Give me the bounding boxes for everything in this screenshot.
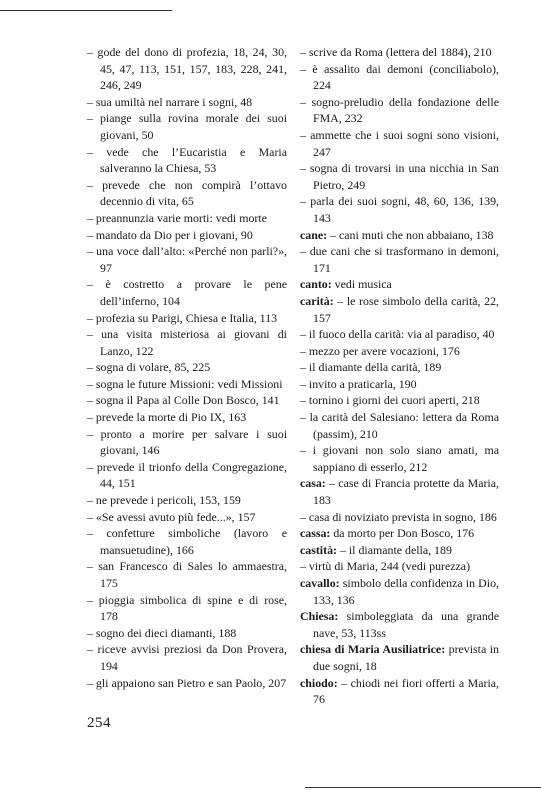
index-headword: cane: (300, 227, 328, 242)
index-entry (300, 675, 499, 708)
index-entry (87, 276, 287, 309)
index-entry (87, 525, 287, 558)
index-entry (300, 442, 499, 475)
index-entry-text: – profezia su Parigi, Chiesa e Italia, 113 (87, 310, 278, 325)
index-entry-text: – prevede la morte di Pio IX, 163 (87, 410, 247, 425)
index-entry-text: – sogno-preludio della fondazione delle FMA, 232 (300, 94, 499, 126)
index-entry-text: – san Francesco di Sales lo ammaestra, 175 (87, 559, 287, 590)
index-entry-text: – una voce dall’alto: «Perché non parli?», 97 (87, 244, 287, 275)
index-entry (87, 592, 287, 625)
index-entry (87, 144, 287, 177)
page-number: 254 (87, 715, 111, 731)
index-entry (300, 61, 499, 94)
index-entry-text: – pronto a morire per salvare i suoi giovani, 146 (87, 426, 287, 458)
index-entry-text: – sogna le future Missioni: vedi Missioni (87, 376, 283, 391)
index-entry-text: – il diamante della carità, 189 (300, 360, 442, 375)
index-entry (300, 343, 499, 360)
index-headword: cassa: (300, 526, 331, 541)
index-entry (87, 409, 287, 426)
index-entry (87, 558, 287, 591)
index-entry (300, 558, 499, 575)
index-entry-text: – ammette che i suoi sogni sono visioni, 247 (300, 127, 499, 159)
index-column-left (87, 44, 287, 691)
index-entry (87, 44, 287, 94)
index-entry-text: – tornino i giorni dei cuori aperti, 218 (300, 393, 480, 408)
index-entry (300, 94, 499, 127)
index-entry (300, 475, 499, 508)
index-entry-text: – prevede che non compirà l’ottavo decennio di vita, 65 (87, 177, 287, 209)
index-entry (87, 359, 287, 376)
index-entry (300, 409, 499, 442)
index-entry (87, 509, 287, 526)
index-entry (300, 376, 499, 393)
index-entry-text: – parla dei suoi sogni, 48, 60, 136, 139, 143 (300, 194, 499, 225)
index-entry (87, 492, 287, 509)
index-column-right (300, 44, 499, 708)
index-entry-text: – è costretto a provare le pene dell’inferno, 104 (87, 277, 287, 308)
index-entry-text: – due cani che si trasformano in demoni, 171 (300, 244, 499, 275)
index-entry (87, 94, 287, 111)
index-entry-text: – casa di noviziato prevista in sogno, 186 (300, 509, 497, 524)
index-entry-text: simboleggiata da una grande nave, 53, 113ss (313, 609, 499, 640)
index-entry (87, 641, 287, 674)
index-entry-text: – confetture simboliche (lavoro e mansuetudine), 166 (87, 526, 287, 557)
index-entry (300, 326, 499, 343)
index-entry-text: – scrive da Roma (lettera del 1884), 210 (300, 45, 492, 59)
index-entry-text: – preannunzia varie morti: vedi morte (87, 210, 267, 225)
index-entry-text: – invito a praticarla, 190 (300, 376, 417, 391)
index-entry-text: – case di Francia protette da Maria, 183 (313, 476, 499, 508)
index-entry (87, 675, 287, 692)
index-entry-text: – virtù di Maria, 244 (vedi purezza) (300, 559, 471, 574)
bottom-rule (305, 787, 541, 788)
index-entry (87, 110, 287, 143)
index-entry-text: – prevede il trionfo della Congregazione, 44, 151 (87, 459, 287, 491)
index-entry (87, 243, 287, 276)
index-entry-text: – chiodi nei fiori offerti a Maria, 76 (313, 675, 499, 707)
index-entry (300, 193, 499, 226)
index-entry (300, 227, 499, 244)
index-entry-text: – sogna il Papa al Colle Don Bosco, 141 (87, 393, 280, 408)
index-entry-text: – è assalito dai demoni (conciliabolo), 224 (300, 61, 499, 93)
index-headword: Chiesa: (300, 609, 339, 624)
index-entry (300, 542, 499, 559)
index-entry-text: – sogno dei dieci diamanti, 188 (87, 625, 237, 640)
index-headword: casa: (300, 476, 326, 491)
index-entry-text: – ne prevede i pericoli, 153, 159 (87, 493, 241, 508)
index-entry (300, 127, 499, 160)
index-entry-text: – cani muti che non abbaiano, 138 (327, 227, 494, 242)
index-entry (87, 210, 287, 227)
index-entry-text: – i giovani non solo siano amati, ma sappiano di esserlo, 212 (300, 443, 499, 474)
index-headword: chiesa di Maria Ausiliatrice: (300, 642, 446, 657)
index-entry-text: – gode del dono di profezia, 18, 24, 30, 45, 47, 113, 151, 157, 183, 228, 241, 246, 249 (87, 45, 287, 93)
index-entry (300, 276, 499, 293)
index-entry (300, 525, 499, 542)
index-entry-text: simbolo della confidenza in Dio, 133, 136 (313, 576, 499, 607)
index-entry-text: prevista in due sogni, 18 (313, 642, 499, 673)
index-entry (300, 392, 499, 409)
index-entry-text: – gli appaiono san Pietro e san Paolo, 207 (87, 675, 287, 690)
index-entry (300, 641, 499, 674)
index-entry-text: da morto per Don Bosco, 176 (330, 526, 475, 541)
index-headword: carità: (300, 293, 334, 308)
index-entry (300, 44, 499, 61)
index-entry (87, 426, 287, 459)
index-entry (87, 392, 287, 409)
index-entry-text: – una visita misteriosa ai giovani di Lanzo, 122 (87, 327, 287, 358)
index-entry (87, 459, 287, 492)
index-entry (87, 310, 287, 327)
index-entry-text: – mezzo per avere vocazioni, 176 (300, 343, 460, 358)
index-entry-text: – il fuoco della carità: via al paradiso, 40 (300, 327, 495, 342)
index-headword: canto: (300, 277, 332, 292)
index-entry (87, 625, 287, 642)
index-entry-text: – sogna di volare, 85, 225 (87, 360, 211, 375)
index-entry (300, 293, 499, 326)
index-entry (87, 177, 287, 210)
index-headword: chiodo: (300, 675, 338, 690)
index-entry (300, 243, 499, 276)
index-entry-text: – «Se avessi avuto più fede...», 157 (87, 509, 256, 524)
index-entry-text: – riceve avvisi preziosi da Don Provera, 194 (87, 642, 287, 673)
top-rule (0, 10, 172, 11)
index-entry-text: – mandato da Dio per i giovani, 90 (87, 227, 253, 242)
index-entry (300, 608, 499, 641)
index-entry-text: – pioggia simbolica di spine e di rose, 178 (87, 592, 287, 624)
index-entry (87, 376, 287, 393)
index-entry (300, 575, 499, 608)
index-entry-text: – sua umiltà nel narrare i sogni, 48 (87, 94, 253, 109)
index-entry (87, 227, 287, 244)
index-headword: cavallo: (300, 576, 340, 590)
index-entry-text: vedi musica (331, 277, 392, 292)
index-entry (300, 359, 499, 376)
index-entry (87, 326, 287, 359)
index-entry (300, 160, 499, 193)
index-entry-text: – piange sulla rovina morale dei suoi giovani, 50 (87, 111, 287, 142)
index-entry-text: – la carità del Salesiano: lettera da Roma (passim), 210 (300, 410, 499, 441)
index-entry-text: – vede che l’Eucaristia e Maria salveranno la Chiesa, 53 (87, 144, 287, 176)
index-entry-text: – il diamante della, 189 (336, 542, 452, 557)
index-entry (300, 509, 499, 526)
index-entry-text: – le rose simbolo della carità, 22, 157 (313, 293, 499, 325)
index-entry-text: – sogna di trovarsi in una nicchia in San Pietro, 249 (300, 161, 499, 192)
index-headword: castità: (300, 542, 337, 557)
